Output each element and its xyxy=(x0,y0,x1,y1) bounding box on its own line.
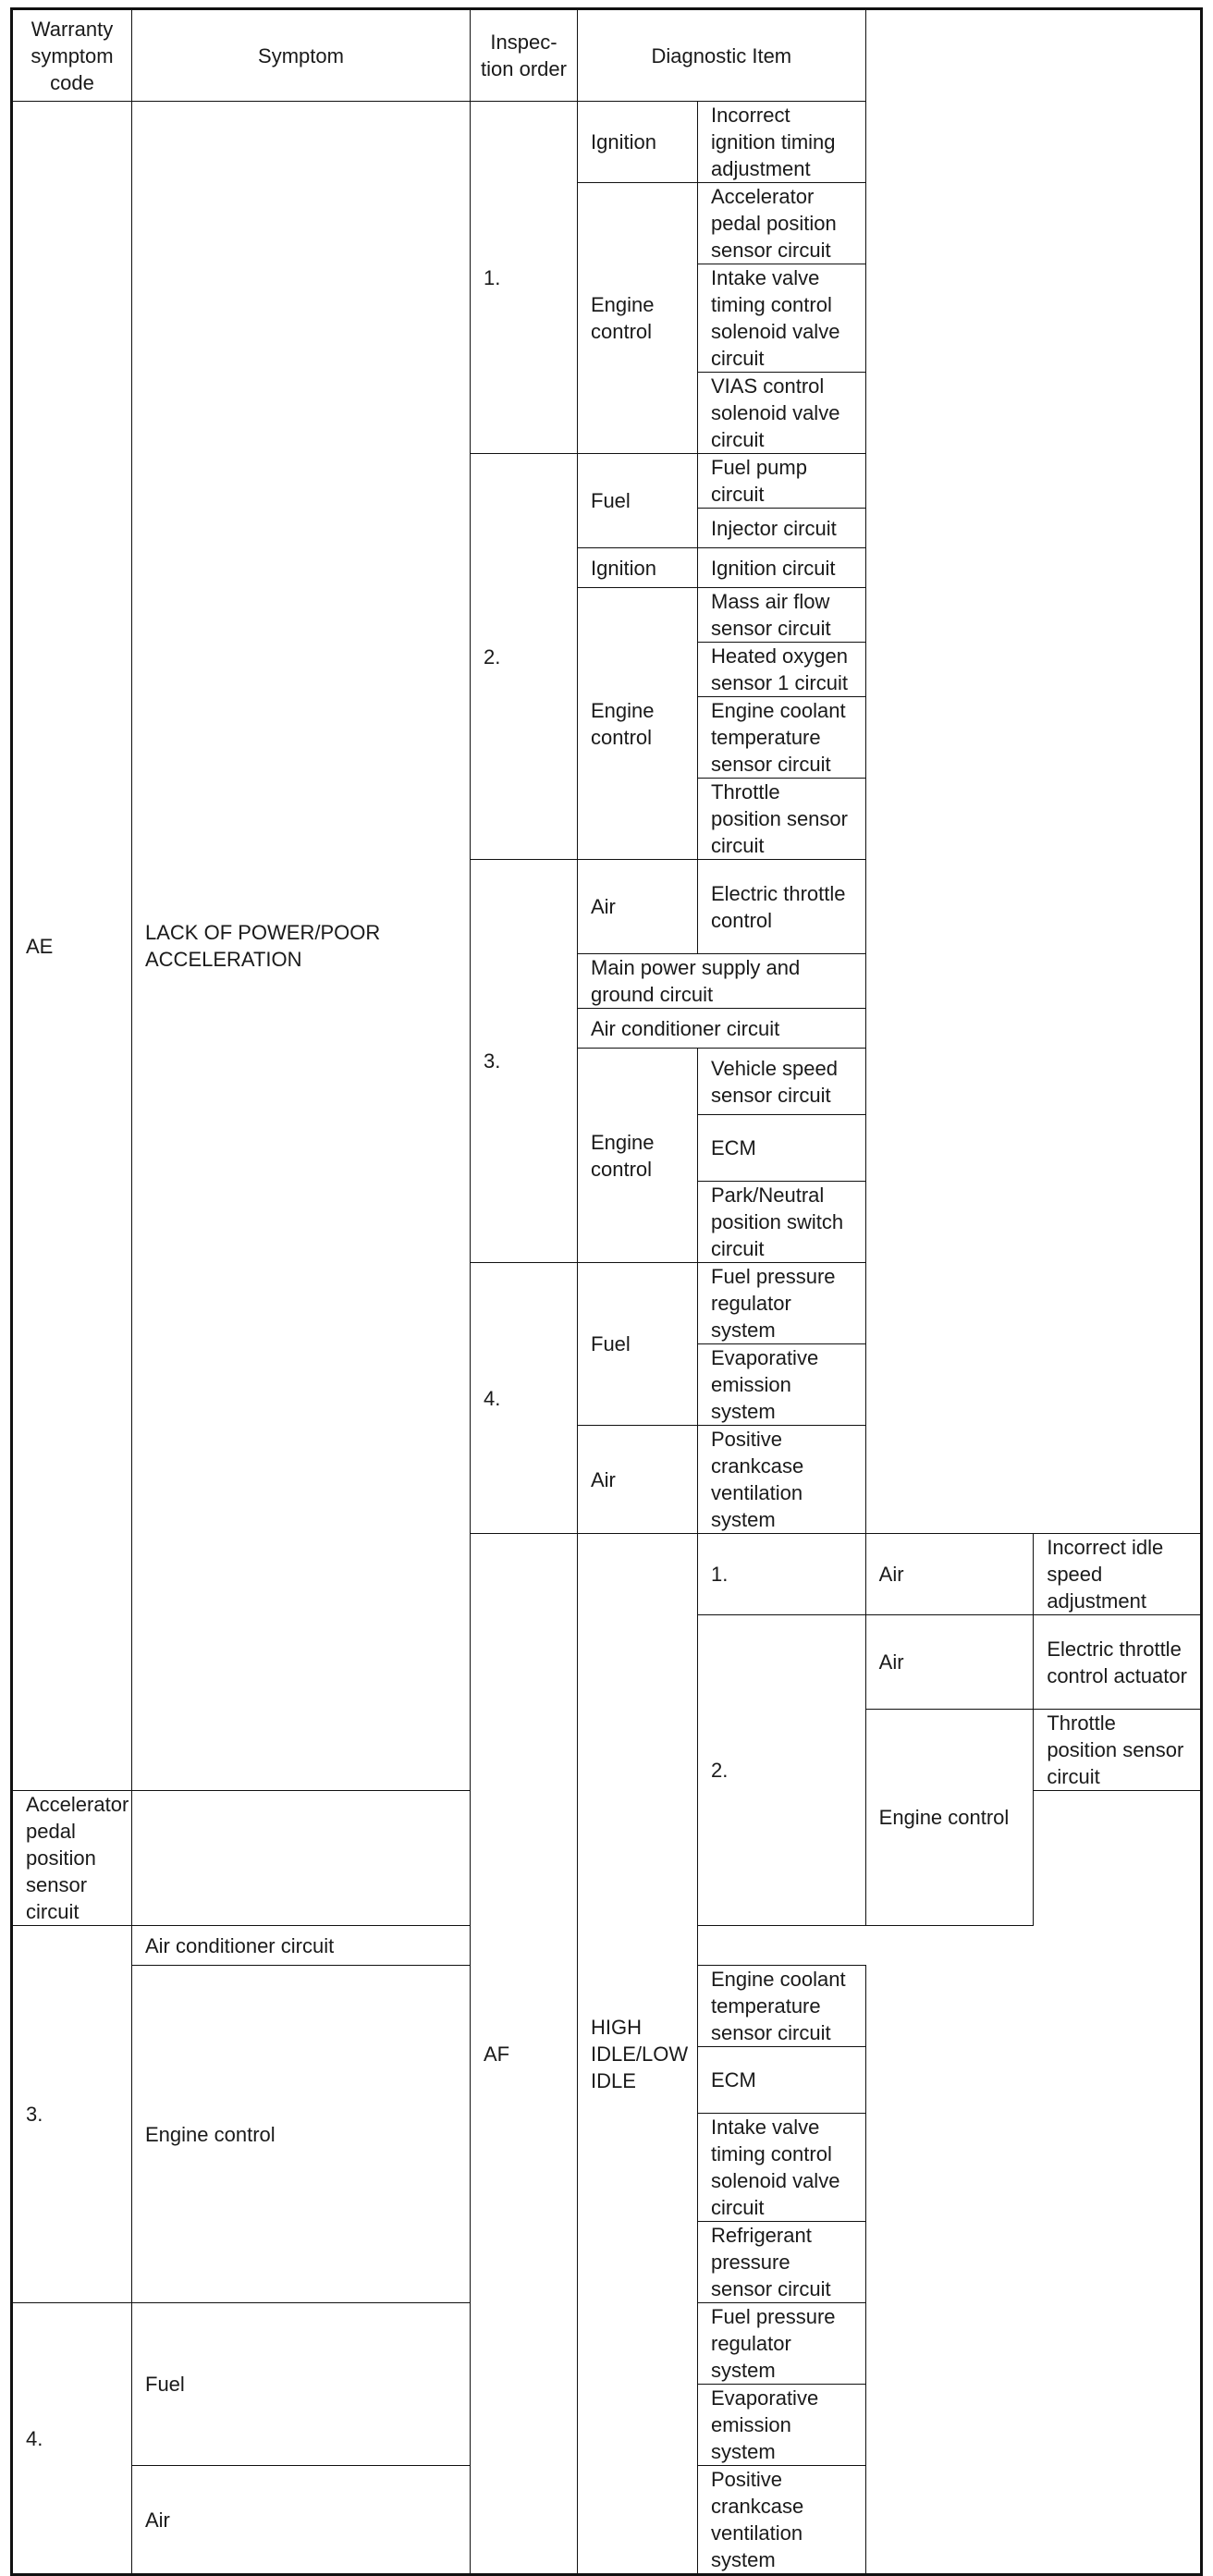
diagnostic-item: ECM xyxy=(698,1115,866,1182)
category: Engine control xyxy=(578,1049,698,1263)
header-code: Warranty symptom code xyxy=(12,9,132,102)
symptom-code: AE xyxy=(12,102,132,1791)
inspection-order: 2. xyxy=(471,454,578,860)
category: Air xyxy=(578,1426,698,1534)
header-symptom: Symptom xyxy=(132,9,471,102)
symptom-text: HIGH IDLE/LOW IDLE xyxy=(578,1534,698,2575)
diagnostic-item: Refrigerant pressure sensor circuit xyxy=(698,2222,866,2303)
diagnostic-item: Engine coolant temperature sensor circuit xyxy=(698,1966,866,2047)
category: Engine control xyxy=(578,183,698,454)
inspection-order: 4. xyxy=(471,1263,578,1534)
diagnostic-item: Accelerator pedal position sensor circuit xyxy=(698,183,866,264)
inspection-order: 3. xyxy=(471,860,578,1263)
diagnostic-item: Evaporative emission system xyxy=(698,1344,866,1426)
category: Engine control xyxy=(865,1710,1034,1926)
diagnostic-item: Throttle position sensor circuit xyxy=(698,779,866,860)
header-order: Inspec- tion order xyxy=(471,9,578,102)
category: Air xyxy=(578,860,698,954)
diagnostic-item: Engine coolant temperature sensor circuit xyxy=(698,697,866,779)
category: Engine control xyxy=(578,588,698,860)
inspection-order: 3. xyxy=(12,1926,132,2303)
category: Fuel xyxy=(578,454,698,548)
diagnostic-item: Fuel pressure regulator system xyxy=(698,1263,866,1344)
category: Air xyxy=(865,1615,1034,1710)
diagnostic-item: Incorrect idle speed adjustment xyxy=(1034,1534,1202,1615)
diagnostic-item: Evaporative emission system xyxy=(698,2385,866,2466)
diagnostic-item: Incorrect ignition timing adjustment xyxy=(698,102,866,183)
diagnostic-item: Ignition circuit xyxy=(698,548,866,588)
diagnostic-item: Vehicle speed sensor circuit xyxy=(698,1049,866,1115)
diagnostic-item: Throttle position sensor circuit xyxy=(1034,1710,1202,1791)
category: Ignition xyxy=(578,548,698,588)
diagnostic-item: Fuel pump circuit xyxy=(698,454,866,509)
category: Engine control xyxy=(132,1966,471,2303)
diagnostic-item: ECM xyxy=(698,2047,866,2114)
diagnostic-item: Mass air flow sensor circuit xyxy=(698,588,866,643)
diagnostic-item: Main power supply and ground circuit xyxy=(578,954,866,1009)
diagnostic-item: Air conditioner circuit xyxy=(578,1009,866,1049)
diagnostic-item: Fuel pressure regulator system xyxy=(698,2303,866,2385)
diagnostic-item: Heated oxygen sensor 1 circuit xyxy=(698,643,866,697)
diagnostic-item: Air conditioner circuit xyxy=(132,1926,578,1966)
diagnostic-item: Injector circuit xyxy=(698,509,866,548)
table-row xyxy=(12,102,1202,183)
diagnostic-item: Accelerator pedal position sensor circuit xyxy=(12,1791,132,1926)
diagnostic-item: Electric throttle control xyxy=(698,860,866,954)
category: Air xyxy=(865,1534,1034,1615)
category: Air xyxy=(132,2466,471,2575)
symptom-text: LACK OF POWER/POOR ACCELERATION xyxy=(132,102,471,1791)
category: Ignition xyxy=(578,102,698,183)
inspection-order: 2. xyxy=(698,1615,866,1926)
header-row xyxy=(12,9,1202,102)
inspection-order: 1. xyxy=(471,102,578,454)
diagnostic-item: Positive crankcase ventilation system xyxy=(698,1426,866,1534)
diagnostic-item: Positive crankcase ventilation system xyxy=(698,2466,866,2575)
header-item: Diagnostic Item xyxy=(578,9,866,102)
category: Fuel xyxy=(578,1263,698,1426)
diagnostic-table xyxy=(10,7,1203,2576)
inspection-order: 1. xyxy=(698,1534,866,1615)
inspection-order: 4. xyxy=(12,2303,132,2575)
diagnostic-item: Intake valve timing control solenoid valve circuit xyxy=(698,2114,866,2222)
symptom-code: AF xyxy=(471,1534,578,2575)
diagnostic-item: Electric throttle control actuator xyxy=(1034,1615,1202,1710)
diagnostic-item: Park/Neutral position switch circuit xyxy=(698,1182,866,1263)
diagnostic-item: Intake valve timing control solenoid valve circuit xyxy=(698,264,866,373)
category: Fuel xyxy=(132,2303,471,2466)
diagnostic-item: VIAS control solenoid valve circuit xyxy=(698,373,866,454)
